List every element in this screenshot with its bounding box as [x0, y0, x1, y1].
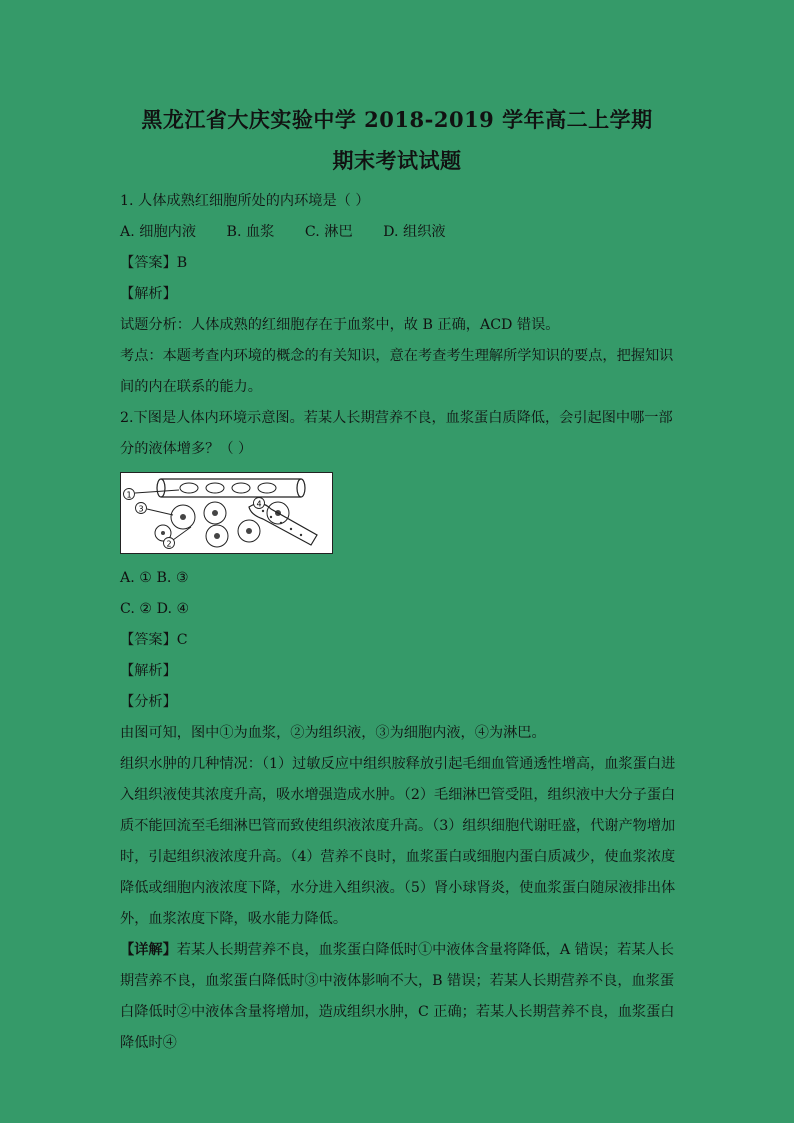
q2-figure — [120, 472, 333, 554]
q2-analysis-label: 【解析】 — [120, 663, 177, 679]
svg-text:2: 2 — [166, 539, 172, 549]
q2-answer: 【答案】C — [120, 632, 188, 648]
q2-detail-text: 若某人长期营养不良，血浆蛋白降低时①中液体含量将降低，A 错误；若某人长期营养不良，血浆蛋白降低时③中液体影响不大，B 错误；若某人长期营养不良，血浆蛋白降低时②中液体含量将增加，造成组织水肿，C 正确；若某人长期营养不良，血浆蛋白降低时④ — [120, 942, 675, 1051]
q1-stem: 1. 人体成熟红细胞所处的内环境是（ ） — [120, 193, 370, 209]
label-1 — [124, 489, 135, 500]
q1-option-c: C. 淋巴 — [304, 224, 353, 240]
q1-analysis-label: 【解析】 — [120, 286, 177, 302]
tissue-cells — [155, 499, 289, 547]
q1-answer: 【答案】B — [120, 255, 188, 271]
q2-stem: 2.下图是人体内环境示意图。若某人长期营养不良，血浆蛋白质降低，会引起图中哪一部分的液体增多？（ ） — [120, 410, 673, 457]
svg-text:3: 3 — [138, 504, 144, 514]
q2-fenxi-label: 【分析】 — [120, 694, 177, 710]
q2-options-line1: A. ① B. ③ — [120, 570, 189, 586]
q2-fenxi-1: 由图可知，图中①为血浆，②为组织液，③为细胞内液，④为淋巴。 — [120, 725, 546, 741]
document-subtitle: 期末考试试题 — [332, 148, 462, 173]
label-3 — [136, 503, 147, 514]
svg-text:4: 4 — [256, 499, 262, 509]
q1-options — [120, 217, 676, 248]
q1-kaodian: 考点：本题考查内环境的概念的有关知识，意在考查考生理解所学知识的要点，把握知识间的内在联系的能力。 — [120, 348, 674, 395]
q2-detail — [120, 935, 676, 1059]
q1-analysis: 试题分析：人体成熟的红细胞存在于血浆中，故 B 正确，ACD 错误。 — [120, 317, 560, 333]
document-title: 黑龙江省大庆实验中学 2018-2019 学年高二上学期 — [141, 107, 653, 132]
lymph-vessel — [249, 503, 317, 545]
q1-option-a: A. 细胞内液 — [120, 224, 197, 240]
label-2 — [164, 538, 175, 549]
capillary-tube — [157, 479, 305, 497]
label-4 — [254, 498, 265, 509]
q2-detail-label: 【详解】 — [120, 942, 177, 958]
q1-option-b: B. 血浆 — [226, 224, 275, 240]
q1-option-d: D. 组织液 — [383, 224, 446, 240]
inner-environment-diagram — [121, 473, 332, 553]
q2-options-line2: C. ② D. ④ — [120, 601, 190, 617]
svg-text:1: 1 — [126, 490, 132, 500]
q2-fenxi-2: 组织水肿的几种情况：（1）过敏反应中组织胺释放引起毛细血管通透性增高，血浆蛋白进入组织液使其浓度升高，吸水增强造成水肿。（2）毛细淋巴管受阻，组织液中大分子蛋白质不能回流至毛细淋巴管而致使组织液浓度升高。（3）组织细胞代谢旺盛，代谢产物增加时，引起组织液浓度升高。（4）营养不良时，血浆蛋白或细胞内蛋白质减少，使血浆浓度降低或细胞内液浓度下降，水分进入组织液。（5）肾小球肾炎，使血浆蛋白随尿液排出体外，血浆浓度下降，吸水能力降低。 — [120, 756, 676, 927]
document-body — [120, 186, 676, 1059]
